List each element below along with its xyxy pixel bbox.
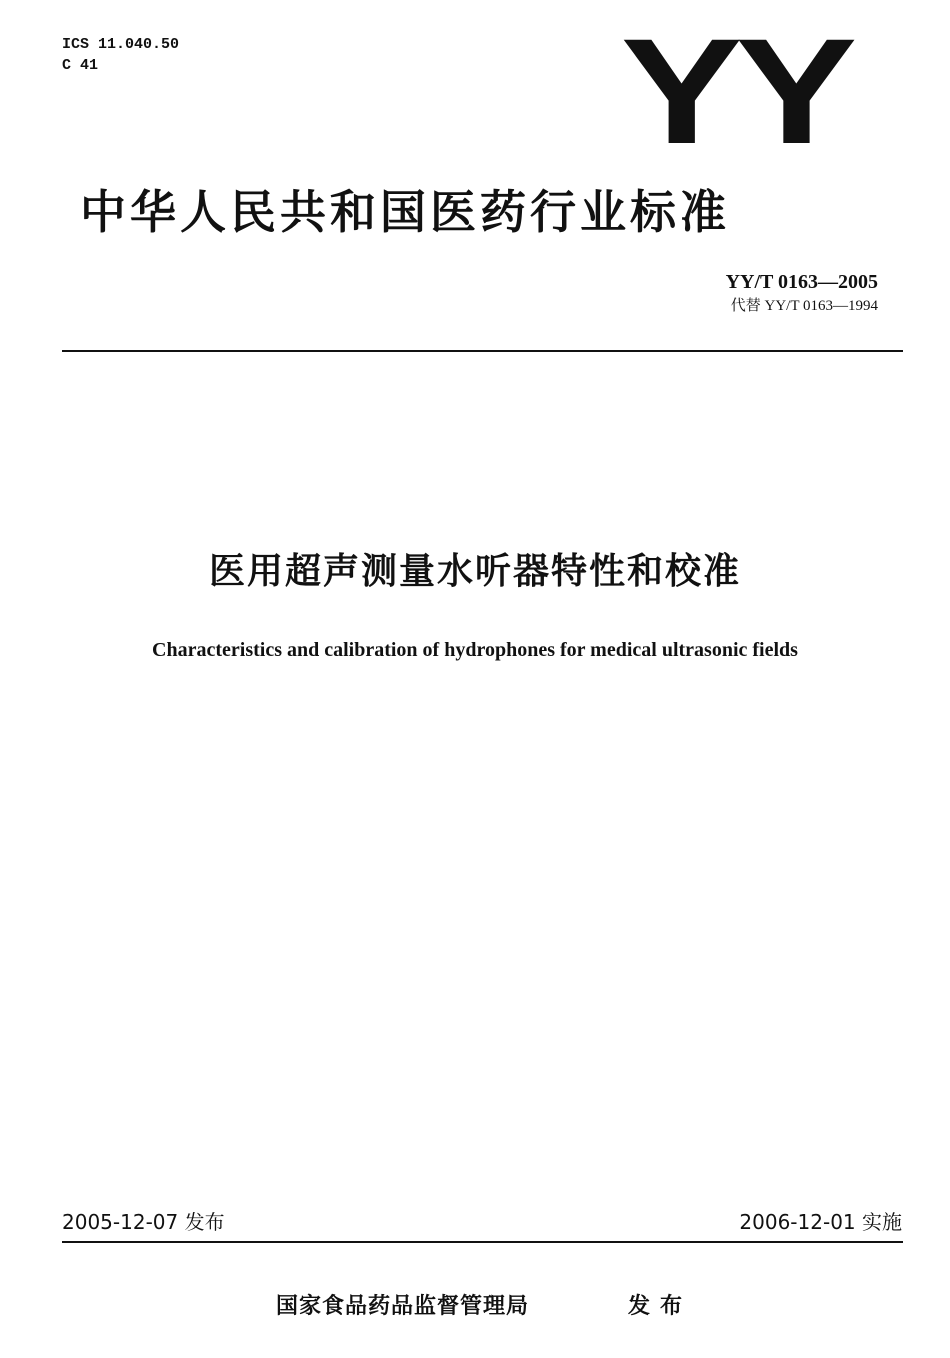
ccs-code: C 41 xyxy=(62,57,99,74)
standard-code: YY/T 0163—2005 xyxy=(725,271,878,293)
classification-codes xyxy=(62,34,179,76)
standard-category-title: 中华人民共和国医药行业标准 xyxy=(80,185,730,239)
document-title-chinese: 医用超声测量水听器特性和校准 xyxy=(208,551,741,592)
issue-date: 2005-12-07 发布 xyxy=(62,1210,225,1234)
publish-label: 发布 xyxy=(628,1294,693,1319)
ics-code: ICS 11.040.50 xyxy=(62,36,180,53)
implementation-date: 2006-12-01 实施 xyxy=(739,1210,902,1234)
header-divider xyxy=(62,350,903,352)
footer-divider xyxy=(62,1241,903,1243)
yy-logo: YY xyxy=(620,7,850,175)
document-title-english: Characteristics and calibration of hydrophones for medical ultrasonic fields xyxy=(152,639,798,661)
replaces-standard: 代替 YY/T 0163—1994 xyxy=(730,298,878,314)
publisher-name: 国家食品药品监督管理局 xyxy=(276,1294,530,1319)
